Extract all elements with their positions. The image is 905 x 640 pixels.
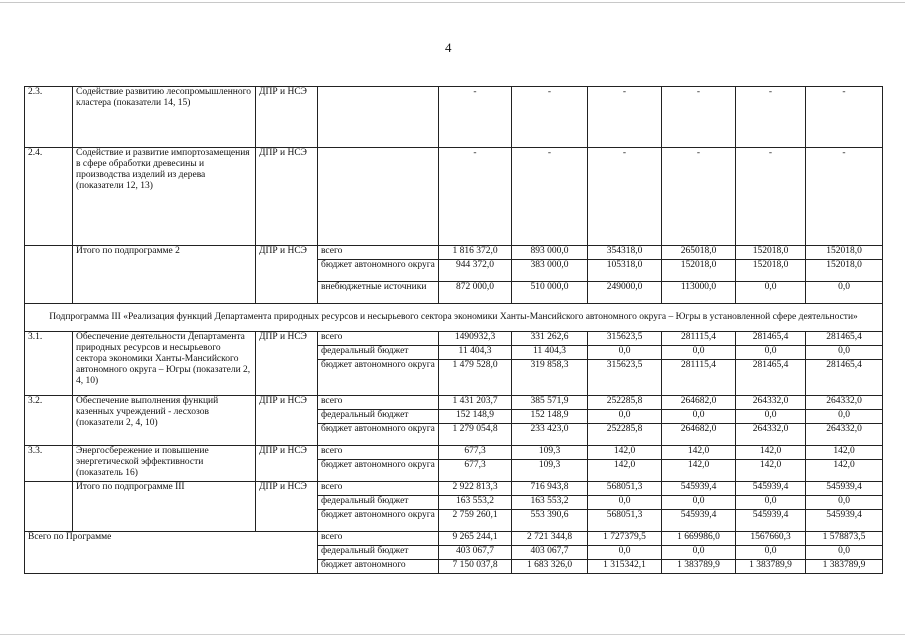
amount-cell: 152018,0 [806, 246, 883, 260]
amount-cell: 1 279 054,8 [439, 424, 512, 446]
amount-cell: 1 683 326,0 [512, 560, 588, 574]
subprogram-title: Подпрограмма III «Реализация функций Департамента природных ресурсов и несырьевого сектора экономики Ханты-Мансийского автономного округа – Югры в установленной сфере деятельности» [25, 304, 883, 332]
subprogram-header-row [25, 304, 883, 332]
amount-cell: 281115,4 [662, 332, 736, 346]
executor: ДПР и НСЭ [256, 148, 318, 246]
funding-source: всего [318, 246, 439, 260]
amount-cell: 0,0 [588, 346, 662, 360]
item-name: Обеспечение выполнения функций казенных учреждений - лесхозов (показатели 2, 4, 10) [73, 396, 256, 446]
amount-cell: 113000,0 [662, 282, 736, 304]
amount-cell: 0,0 [806, 346, 883, 360]
item-number [25, 246, 73, 304]
amount-cell: - [439, 148, 512, 246]
item-name: Итого по подпрограмме 2 [73, 246, 256, 304]
amount-cell: 385 571,9 [512, 396, 588, 410]
amount-cell: 545939,4 [806, 482, 883, 496]
amount-cell: 315623,5 [588, 360, 662, 396]
amount-cell: - [736, 87, 806, 148]
amount-cell: - [588, 148, 662, 246]
funding-source [318, 148, 439, 246]
item-name: Содействие и развитие импортозамещения в сфере обработки древесины и производства изделий из дерева (показатели 12, 13) [73, 148, 256, 246]
amount-cell: 249000,0 [588, 282, 662, 304]
page-number: 4 [445, 40, 452, 55]
amount-cell: 510 000,0 [512, 282, 588, 304]
amount-cell: 553 390,6 [512, 510, 588, 532]
amount-cell: 315623,5 [588, 332, 662, 346]
amount-cell: 383 000,0 [512, 260, 588, 282]
amount-cell: 331 262,6 [512, 332, 588, 346]
item-name: Энергосбережение и повышение энергетической эффективности (показатель 16) [73, 446, 256, 482]
funding-source [318, 87, 439, 148]
amount-cell: 264332,0 [806, 396, 883, 410]
amount-cell: 0,0 [736, 282, 806, 304]
amount-cell: 281465,4 [806, 332, 883, 346]
amount-cell: 0,0 [662, 546, 736, 560]
table-row [25, 148, 883, 246]
amount-cell: 0,0 [736, 546, 806, 560]
funding-source: бюджет автономного округа [318, 424, 439, 446]
item-number: 3.1. [25, 332, 73, 396]
amount-cell: 0,0 [588, 496, 662, 510]
funding-source: федеральный бюджет [318, 496, 439, 510]
amount-cell: 0,0 [736, 346, 806, 360]
amount-cell: - [439, 87, 512, 148]
amount-cell: 1 383789,9 [736, 560, 806, 574]
funding-source: внебюджетные источники [318, 282, 439, 304]
scan-edge-top [0, 2, 905, 3]
amount-cell: - [512, 87, 588, 148]
amount-cell: 264332,0 [806, 424, 883, 446]
amount-cell: 0,0 [662, 496, 736, 510]
executor: ДПР и НСЭ [256, 482, 318, 532]
amount-cell: 11 404,3 [439, 346, 512, 360]
amount-cell: 1 578873,5 [806, 532, 883, 546]
executor: ДПР и НСЭ [256, 246, 318, 304]
amount-cell: 142,0 [736, 446, 806, 460]
amount-cell: 109,3 [512, 446, 588, 460]
table-row [25, 482, 883, 496]
amount-cell: 264332,0 [736, 424, 806, 446]
executor: ДПР и НСЭ [256, 396, 318, 446]
amount-cell: - [806, 87, 883, 148]
funding-source: бюджет автономного [318, 560, 439, 574]
amount-cell: 568051,3 [588, 510, 662, 532]
funding-source: федеральный бюджет [318, 546, 439, 560]
amount-cell: 163 553,2 [439, 496, 512, 510]
amount-cell: 1 431 203,7 [439, 396, 512, 410]
amount-cell: 1567660,3 [736, 532, 806, 546]
amount-cell: 545939,4 [662, 510, 736, 532]
amount-cell: - [588, 87, 662, 148]
amount-cell: 893 000,0 [512, 246, 588, 260]
table-row [25, 246, 883, 260]
amount-cell: 1 669986,0 [662, 532, 736, 546]
item-number: 2.4. [25, 148, 73, 246]
funding-source: всего [318, 482, 439, 496]
amount-cell: 11 404,3 [512, 346, 588, 360]
funding-source: всего [318, 396, 439, 410]
amount-cell: 152 148,9 [439, 410, 512, 424]
item-name: Обеспечение деятельности Департамента природных ресурсов и несырьевого сектора экономики Ханты-Мансийского автономного округа – Югры (показатели 2, 4, 10) [73, 332, 256, 396]
amount-cell: 281465,4 [736, 332, 806, 346]
funding-source: бюджет автономного округа [318, 260, 439, 282]
item-number: 3.3. [25, 446, 73, 482]
amount-cell: 252285,8 [588, 424, 662, 446]
amount-cell: 0,0 [806, 546, 883, 560]
amount-cell: - [806, 148, 883, 246]
amount-cell: 677,3 [439, 460, 512, 482]
funding-source: бюджет автономного округа [318, 360, 439, 396]
amount-cell: 545939,4 [662, 482, 736, 496]
amount-cell: 142,0 [662, 446, 736, 460]
amount-cell: 319 858,3 [512, 360, 588, 396]
amount-cell: - [512, 148, 588, 246]
total-label: Всего по Программе [25, 532, 318, 574]
amount-cell: 0,0 [662, 410, 736, 424]
funding-source: всего [318, 446, 439, 460]
amount-cell: 944 372,0 [439, 260, 512, 282]
amount-cell: 545939,4 [736, 482, 806, 496]
amount-cell: 142,0 [588, 446, 662, 460]
funding-source: федеральный бюджет [318, 346, 439, 360]
amount-cell: 142,0 [806, 446, 883, 460]
funding-source: всего [318, 532, 439, 546]
amount-cell: 403 067,7 [439, 546, 512, 560]
item-number: 2.3. [25, 87, 73, 148]
amount-cell: 233 423,0 [512, 424, 588, 446]
executor: ДПР и НСЭ [256, 87, 318, 148]
amount-cell: 7 150 037,8 [439, 560, 512, 574]
funding-source: всего [318, 332, 439, 346]
amount-cell: 677,3 [439, 446, 512, 460]
amount-cell: - [662, 87, 736, 148]
amount-cell: 0,0 [662, 346, 736, 360]
item-name: Итого по подпрограмме III [73, 482, 256, 532]
amount-cell: 0,0 [806, 282, 883, 304]
amount-cell: 142,0 [662, 460, 736, 482]
amount-cell: 265018,0 [662, 246, 736, 260]
amount-cell: 872 000,0 [439, 282, 512, 304]
funding-source: федеральный бюджет [318, 410, 439, 424]
amount-cell: 264332,0 [736, 396, 806, 410]
item-number [25, 482, 73, 532]
amount-cell: 568051,3 [588, 482, 662, 496]
amount-cell: 716 943,8 [512, 482, 588, 496]
table-row [25, 332, 883, 346]
amount-cell: 1 727379,5 [588, 532, 662, 546]
amount-cell: 354318,0 [588, 246, 662, 260]
amount-cell: 1 816 372,0 [439, 246, 512, 260]
amount-cell: 264682,0 [662, 424, 736, 446]
amount-cell: 163 553,2 [512, 496, 588, 510]
amount-cell: - [662, 148, 736, 246]
item-number: 3.2. [25, 396, 73, 446]
amount-cell: 152 148,9 [512, 410, 588, 424]
table-row [25, 446, 883, 460]
amount-cell: 281465,4 [806, 360, 883, 396]
table-row [25, 532, 883, 546]
amount-cell: 105318,0 [588, 260, 662, 282]
amount-cell: 264682,0 [662, 396, 736, 410]
amount-cell: 9 265 244,1 [439, 532, 512, 546]
amount-cell: 1 383789,9 [662, 560, 736, 574]
amount-cell: 142,0 [736, 460, 806, 482]
amount-cell: 403 067,7 [512, 546, 588, 560]
amount-cell: 0,0 [806, 496, 883, 510]
amount-cell: 152018,0 [662, 260, 736, 282]
amount-cell: 142,0 [588, 460, 662, 482]
amount-cell: 109,3 [512, 460, 588, 482]
table-body [25, 87, 883, 574]
item-name: Содействие развитию лесопромышленного кластера (показатели 14, 15) [73, 87, 256, 148]
amount-cell: 152018,0 [736, 260, 806, 282]
amount-cell: 1 479 528,0 [439, 360, 512, 396]
funding-source: бюджет автономного округа [318, 510, 439, 532]
amount-cell: 152018,0 [806, 260, 883, 282]
amount-cell: 545939,4 [806, 510, 883, 532]
executor: ДПР и НСЭ [256, 332, 318, 396]
funding-source: бюджет автономного округа [318, 460, 439, 482]
amount-cell: 545939,4 [736, 510, 806, 532]
table-row [25, 396, 883, 410]
table-row [25, 87, 883, 148]
amount-cell: 142,0 [806, 460, 883, 482]
amount-cell: 0,0 [806, 410, 883, 424]
amount-cell: 0,0 [588, 546, 662, 560]
amount-cell: 2 759 260,1 [439, 510, 512, 532]
amount-cell: - [736, 148, 806, 246]
amount-cell: 2 721 344,8 [512, 532, 588, 546]
amount-cell: 0,0 [736, 410, 806, 424]
amount-cell: 281115,4 [662, 360, 736, 396]
amount-cell: 252285,8 [588, 396, 662, 410]
amount-cell: 2 922 813,3 [439, 482, 512, 496]
amount-cell: 0,0 [588, 410, 662, 424]
amount-cell: 1 315342,1 [588, 560, 662, 574]
amount-cell: 152018,0 [736, 246, 806, 260]
amount-cell: 0,0 [736, 496, 806, 510]
amount-cell: 1 383789,9 [806, 560, 883, 574]
amount-cell: 1490932,3 [439, 332, 512, 346]
scan-edge-bottom [0, 634, 905, 635]
program-funding-table [24, 86, 883, 574]
executor: ДПР и НСЭ [256, 446, 318, 482]
amount-cell: 281465,4 [736, 360, 806, 396]
